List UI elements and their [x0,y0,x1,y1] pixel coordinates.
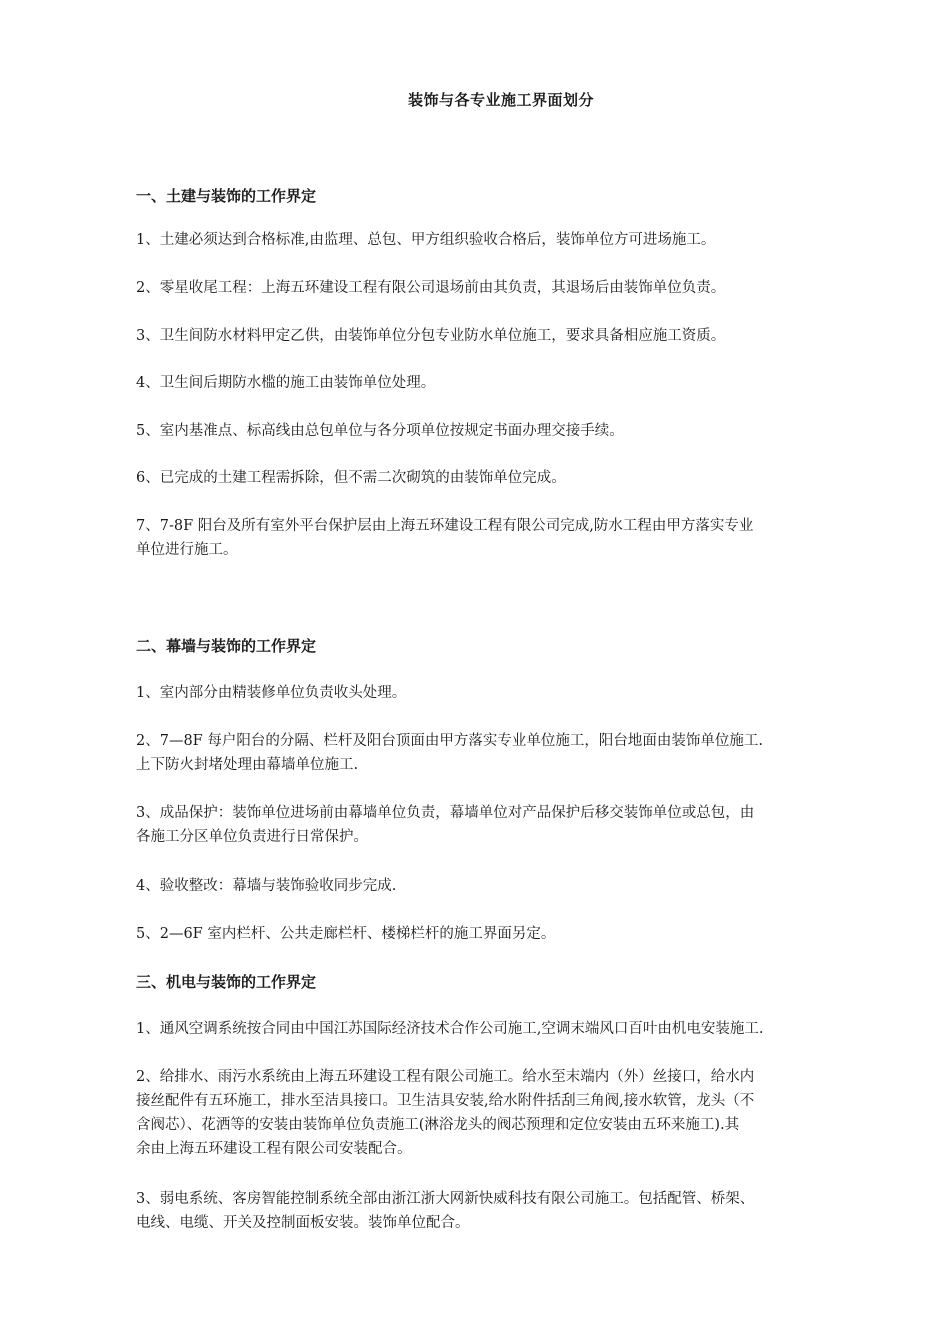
paragraph-line: 7、7-8F 阳台及所有室外平台保护层由上海五环建设工程有限公司完成,防水工程由甲方落实专业 [136,518,754,534]
mep-item-2 [136,1065,866,1161]
paragraph-line: 接丝配件有五环施工，排水至洁具接口。卫生洁具安装,给水附件括刮三角阀,接水软管，龙头（不 [136,1093,755,1109]
curtain-item-1 [136,681,866,705]
paragraph-line: 3、卫生间防水材料甲定乙供，由装饰单位分包专业防水单位施工，要求具备相应施工资质。 [136,328,726,344]
civil-item-5 [136,419,866,443]
section-heading-curtain-wall: 二、幕墙与装饰的工作界定 [136,637,317,655]
paragraph-line: 1、土建必须达到合格标准,由监理、总包、甲方组织验收合格后，装饰单位方可进场施工。 [136,232,716,248]
curtain-item-2 [136,729,866,777]
paragraph-line: 2、给排水、雨污水系统由上海五环建设工程有限公司施工。给水至末端内（外）丝接口，给水内 [136,1069,755,1085]
mep-item-1 [136,1017,866,1041]
curtain-item-5 [136,922,866,946]
curtain-item-4 [136,874,866,898]
civil-item-6 [136,466,866,490]
paragraph-line: 5、2—6F 室内栏杆、公共走廊栏杆、楼梯栏杆的施工界面另定。 [136,926,556,942]
curtain-item-3 [136,801,866,849]
paragraph-line: 2、零星收尾工程：上海五环建设工程有限公司退场前由其负责，其退场后由装饰单位负责。 [136,280,726,296]
paragraph-line: 各施工分区单位负责进行日常保护。 [136,829,368,845]
paragraph-line: 上下防火封堵处理由幕墙单位施工. [136,757,359,773]
document-title: 装饰与各专业施工界面划分 [407,91,594,109]
paragraph-line: 3、弱电系统、客房智能控制系统全部由浙江浙大网新快威科技有限公司施工。包括配管、桥架、 [136,1191,755,1207]
civil-item-2 [136,276,866,300]
paragraph-line: 4、卫生间后期防水槛的施工由装饰单位处理。 [136,375,436,391]
paragraph-line: 3、成品保护：装饰单位进场前由幕墙单位负责，幕墙单位对产品保护后移交装饰单位或总包，由 [136,805,755,821]
section-heading-mep: 三、机电与装饰的工作界定 [136,973,317,991]
paragraph-line: 2、7—8F 每户阳台的分隔、栏杆及阳台顶面由甲方落实专业单位施工，阳台地面由装饰单位施工. [136,733,763,749]
paragraph-line: 电线、电缆、开关及控制面板安装。装饰单位配合。 [136,1215,470,1231]
paragraph-line: 含阀芯）、花洒等的安装由装饰单位负责施工(淋浴龙头的阀芯预理和定位安装由五环来施工).其 [136,1117,740,1133]
civil-item-4 [136,371,866,395]
section-heading-civil: 一、土建与装饰的工作界定 [136,187,317,205]
paragraph-line: 1、室内部分由精装修单位负责收头处理。 [136,685,407,701]
paragraph-line: 5、室内基准点、标高线由总包单位与各分项单位按规定书面办理交接手续。 [136,423,624,439]
paragraph-line: 6、已完成的土建工程需拆除，但不需二次砌筑的由装饰单位完成。 [136,470,566,486]
paragraph-line: 1、通风空调系统按合同由中国江苏国际经济技术合作公司施工,空调末端风口百叶由机电安装施工. [136,1021,764,1037]
civil-item-3 [136,324,866,348]
civil-item-7 [136,514,866,562]
paragraph-line: 单位进行施工。 [136,542,238,558]
mep-item-3 [136,1187,866,1235]
civil-item-1 [136,228,866,252]
paragraph-line: 4、验收整改：幕墙与装饰验收同步完成. [136,878,397,894]
paragraph-line: 余由上海五环建设工程有限公司安装配合。 [136,1141,412,1157]
